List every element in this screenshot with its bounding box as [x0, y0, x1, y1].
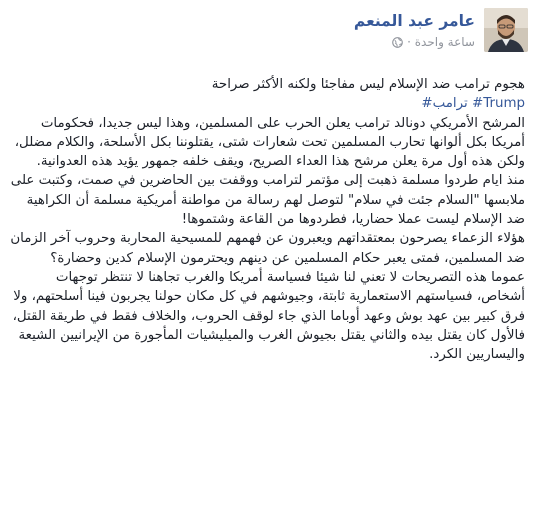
post-headline: هجوم ترامب ضد الإسلام ليس مفاجئا ولكنه الأكثر صراحة	[211, 77, 525, 92]
timestamp-row	[354, 35, 475, 49]
post-header	[354, 8, 528, 52]
post-content	[8, 75, 525, 364]
timestamp[interactable]: ساعة واحدة ·	[407, 35, 475, 49]
post-paragraph: عموما هذه التصريحات لا تعني لنا شيئا فسياسة أمريكا والغرب تجاهنا لا تنتظر توجهات أشخاص، فسياستهم الاستعمارية ثابتة، وجيوشهم في كل مكان حولنا يجربون فينا أسلحتهم، ولا فرق كبير بين عهد بوش وعهد أوباما الذي جاء لوقف الحروب، والخلاف فقط في طريقة القتل، فالأول كان يقتل بيده والثاني يقتل بجيوش الغرب والميليشيات المأجورة من الإيرانيين الشيعة واليساريين الكرد.	[12, 269, 525, 363]
globe-icon[interactable]	[392, 37, 403, 48]
post-paragraph: المرشح الأمريكي دونالد ترامب يعلن الحرب على المسلمين، وهذا ليس جديدا، فحكومات أمريكا بكل ألوانها تحارب المسلمين تحت شعارات شتى، يقتلوننا بكل الأسلحة، والكلام مضلل، ولكن هذه أول مرة يعلن مرشح هذا العداء الصريح، ويقف خلفه جمهور يؤيد هذه العدوانية.	[14, 115, 525, 170]
post-meta	[354, 8, 475, 49]
post-hashtags[interactable]: #ترامب #Trump	[421, 96, 525, 112]
avatar-image	[484, 8, 528, 52]
post-paragraph: هؤلاء الزعماء يصرحون بمعتقداتهم ويعبرون عن فهمهم للمسيحية المحاربة وحروب آخر الزمان ضد المسلمين، فمتى يعبر حكام المسلمين عن دينهم ويحترمون الإسلام كدين وحضارة؟	[10, 231, 525, 266]
author-name[interactable]: عامر عبد المنعم	[353, 12, 475, 30]
avatar[interactable]	[484, 8, 528, 52]
post-paragraph: منذ ايام طردوا مسلمة ذهبت إلى مؤتمر لترامب ووقفت بين الحاضرين في صمت، وكتبت على ملابسها "السلام جئت في سلام" لتوصل لهم رسالة من مواطنة أمريكية مسلمة أن الكراهية ضد الإسلام ليست عملا حضاريا، فطردوها من القاعة وشتموها!	[10, 173, 525, 228]
